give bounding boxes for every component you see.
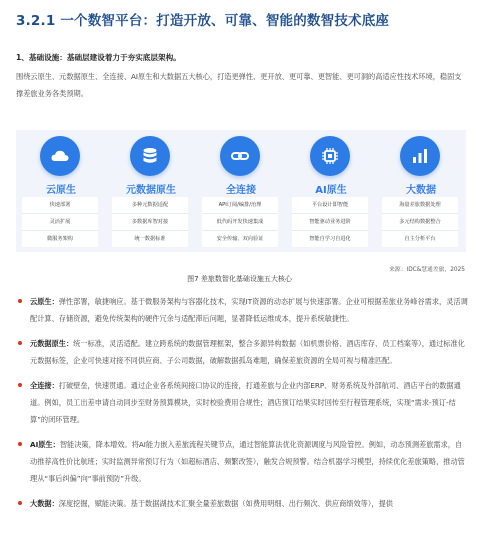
bullet-dot [18, 383, 22, 387]
bullet-title: 元数据原生： [30, 339, 74, 348]
feature-item: 智能自学习自进化 [309, 236, 351, 242]
feature-item: 低代码开发快速集成 [202, 214, 278, 231]
bullet-title: 大数据： [30, 499, 59, 508]
bullet-dot [18, 501, 22, 505]
feature-item: 微服务架构 [47, 236, 73, 242]
bullet-dot [18, 341, 22, 345]
subsection-title: 1、基础设施：基础层建设着力于夯实底层架构。 [16, 53, 181, 62]
feature-item: 多种元数据适配 [112, 197, 188, 214]
feature-item: 平台设计即智能 [292, 197, 368, 214]
bullet-item [16, 293, 468, 327]
feature-list [202, 197, 278, 247]
card-metadata-native [106, 130, 196, 252]
bullet-text: 统一标准，灵活适配。建立跨系统的数据管理框架，整合多源异构数据（如机票价格、酒店库存、员工档案等），通过标准化元数据标签，企业可快速对接不同供应商、子公司数据，破解数据孤岛难题，确保差旅资源的全局可视与精准匹配。 [30, 339, 465, 365]
feature-item: 海量差旅数据处理 [382, 197, 458, 214]
intro-paragraph: 围绕云原生、元数据原生、全连接、AI原生和大数据五大核心，打造更弹性、更开放、更可靠、更智能、更可洞的高适应性技术环境，稳固支撑差旅业务各类预期。 [16, 72, 462, 98]
bullet-dot [18, 442, 22, 446]
card-title: 大数据 [406, 185, 436, 196]
database-icon [130, 136, 170, 176]
figure-source: 来源：IDC&慧通差旅，2025 [389, 267, 465, 273]
card-title: 云原生 [46, 185, 76, 196]
infrastructure-figure [16, 130, 466, 252]
section-title: 3.2.1 一个数智平台：打造开放、可靠、智能的数智技术底座 [16, 13, 390, 29]
feature-item: 统一数据标准 [134, 236, 166, 242]
bullet-text: 弹性部署，敏捷响应。基于微服务架构与容器化技术，实现IT资源的动态扩展与快速部署。企业可根据差旅业务峰谷需求，灵活调配计算、存储资源，避免传统架构的硬件冗余与适配滞后问题，显著降低运维成本，提升系统敏捷性。 [30, 297, 468, 323]
feature-item: 安全传输、双向验证 [216, 236, 264, 242]
bullet-text: 智能决策，降本增效。将AI能力嵌入差旅流程关键节点，通过智能算法优化资源调度与风险管控。例如，动态预测差旅需求，自动推荐高性价比航班；实时监测异常预订行为（如超标酒店、频繁改签），触发合规预警。结合机器学习模型，持续优化差旅策略，推动管理从“事后纠偏”向“事前预防”升级。 [30, 440, 465, 483]
bullet-item [16, 335, 468, 369]
bullet-text: 深度挖掘，赋能决策。基于数据湖技术汇聚全量差旅数据（如费用明细、出行频次、供应商绩效等），提供 [58, 499, 393, 508]
bullet-item [16, 436, 468, 487]
figure-caption: 图7 差旅数智化基础设施五大核心 [187, 275, 292, 283]
bullet-title: 云原生： [30, 297, 59, 306]
chart-icon [400, 136, 440, 176]
card-big-data [376, 130, 466, 252]
bullet-dot [18, 299, 22, 303]
bullet-title: 全连接： [30, 381, 59, 390]
feature-list [292, 197, 368, 247]
card-title: AI原生 [315, 185, 347, 196]
card-cloud-native [16, 130, 106, 252]
feature-item: 多数据库智对接 [112, 214, 188, 231]
feature-item: 自主分析平台 [404, 236, 436, 242]
feature-item: 智能驱动业务进阶 [292, 214, 368, 231]
feature-item: API订阅/编排/治理 [202, 197, 278, 214]
bullet-title: AI原生： [30, 440, 60, 449]
card-full-connection [196, 130, 286, 252]
bullet-item [16, 495, 468, 512]
bullet-item [16, 377, 468, 428]
card-ai-native [286, 130, 376, 252]
bullet-list [16, 293, 468, 520]
feature-list [112, 197, 188, 247]
link-icon [220, 136, 260, 176]
feature-list [382, 197, 458, 247]
feature-item: 多元结构数据整合 [382, 214, 458, 231]
card-title: 全连接 [226, 185, 256, 196]
feature-list [22, 197, 98, 247]
bullet-text: 打破壁垒，快速贯通。通过企业各系统间接口协议的连接，打通差旅与企业内部ERP、财务系统及外部航司、酒店平台的数据通道。例如，员工出差申请自动同步至财务预算模块，实时校验费用合规性；酒店预订结果实时回传至行程管理系统，实现“需求-预订-结算”的闭环管理。 [30, 381, 461, 424]
feature-item: 灵活扩展 [22, 214, 98, 231]
ai-chip-icon [310, 136, 350, 176]
cloud-icon [40, 136, 80, 176]
feature-item: 快速部署 [22, 197, 98, 214]
card-title: 元数据原生 [126, 185, 176, 196]
